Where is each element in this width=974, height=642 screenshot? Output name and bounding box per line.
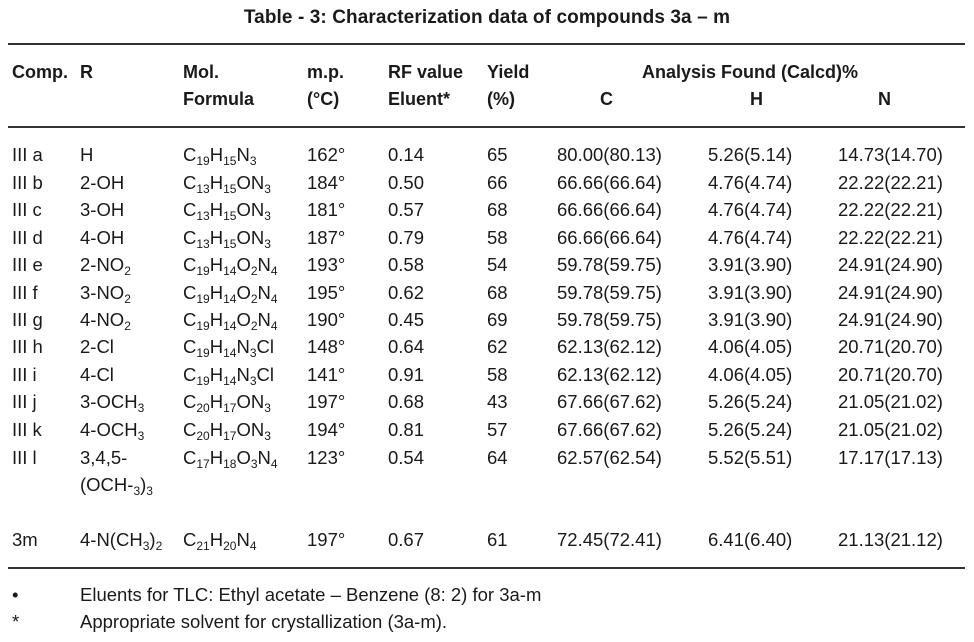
chem-subscript: 15 — [223, 209, 237, 223]
cell-n: 20.71(20.70) — [838, 336, 943, 357]
chem-part: N — [257, 309, 271, 330]
cell-comp: III b — [12, 172, 43, 193]
chem-part: C — [183, 144, 197, 165]
chem-subscript: 4 — [270, 292, 278, 306]
chem-part: Cl — [256, 364, 275, 385]
chem-part: H — [209, 336, 224, 357]
cell-c: 80.00(80.13) — [557, 144, 662, 165]
chem-subscript: 3 — [264, 182, 271, 196]
chem-part: C — [183, 391, 197, 412]
cell-c: 59.78(59.75) — [557, 282, 662, 303]
cell-yield: 57 — [487, 419, 508, 440]
cell-comp: III d — [12, 227, 43, 248]
chem-part: ) — [140, 474, 147, 495]
cell-mp: 187° — [307, 227, 346, 248]
chem-part: H — [209, 172, 224, 193]
chem-subscript: 19 — [196, 154, 210, 168]
cell-rf: 0.62 — [388, 282, 425, 303]
chem-part: N — [236, 529, 250, 550]
cell-formula — [183, 417, 271, 443]
cell-yield: 68 — [487, 199, 508, 220]
chem-part: H — [209, 364, 224, 385]
cell-comp: 3m — [12, 529, 38, 550]
cell-yield: 58 — [487, 227, 508, 248]
cell-yield: 66 — [487, 172, 508, 193]
cell-c: 67.66(67.62) — [557, 391, 662, 412]
header-n: N — [878, 89, 891, 109]
chem-part: C — [183, 419, 197, 440]
cell-n: 21.05(21.02) — [838, 419, 943, 440]
chem-part: C — [183, 254, 197, 275]
cell-h: 3.91(3.90) — [708, 282, 793, 303]
cell-n: 24.91(24.90) — [838, 254, 943, 275]
header-mol-2: Formula — [183, 89, 255, 109]
chem-part: 3-OCH — [80, 391, 138, 412]
chem-subscript: 3 — [249, 346, 257, 360]
cell-n: 20.71(20.70) — [838, 364, 943, 385]
chem-part: H — [209, 199, 224, 220]
cell-n: 22.22(22.21) — [838, 227, 943, 248]
chem-subscript: 2 — [250, 319, 258, 333]
chem-part: ON — [236, 391, 265, 412]
cell-r — [80, 334, 114, 360]
chem-subscript: 15 — [223, 182, 237, 196]
chem-subscript: 3 — [146, 484, 153, 498]
chem-part: O — [236, 447, 251, 468]
cell-n: 14.73(14.70) — [838, 144, 943, 165]
cell-formula — [183, 527, 257, 553]
chem-part: 3,4,5- — [80, 447, 128, 468]
cell-mp: 193° — [307, 254, 346, 275]
cell-mp: 181° — [307, 199, 346, 220]
cell-mp: 162° — [307, 144, 346, 165]
chem-part: ON — [236, 199, 265, 220]
cell-h: 3.91(3.90) — [708, 309, 793, 330]
chem-part: H — [209, 447, 224, 468]
cell-rf: 0.64 — [388, 336, 425, 357]
cell-yield: 58 — [487, 364, 508, 385]
chem-part: C — [183, 282, 197, 303]
chem-subscript: 17 — [223, 429, 237, 443]
chem-subscript: 4 — [270, 457, 278, 471]
chem-part: C — [183, 336, 197, 357]
chem-subscript: 14 — [223, 346, 237, 360]
cell-comp: III a — [12, 144, 43, 165]
cell-yield: 61 — [487, 529, 508, 550]
chem-subscript: 3 — [250, 457, 258, 471]
cell-rf: 0.58 — [388, 254, 425, 275]
chem-part: N — [236, 144, 250, 165]
cell-rf: 0.14 — [388, 144, 425, 165]
cell-comp: III l — [12, 447, 37, 468]
cell-comp: III j — [12, 391, 37, 412]
chem-part: 2-Cl — [80, 336, 114, 357]
chem-subscript: 19 — [196, 264, 210, 278]
cell-r — [80, 225, 124, 251]
chem-part: 3-OH — [80, 199, 125, 220]
chem-subscript: 21 — [196, 539, 210, 553]
cell-formula — [183, 280, 278, 306]
chem-subscript: 2 — [124, 319, 131, 333]
chem-part: H — [209, 309, 224, 330]
cell-c: 62.13(62.12) — [557, 364, 662, 385]
chem-subscript: 14 — [223, 319, 237, 333]
chem-part: (OCH- — [80, 474, 134, 495]
chem-subscript: 3 — [249, 374, 257, 388]
cell-formula — [183, 334, 274, 360]
cell-formula — [183, 225, 271, 251]
chem-part: 4-NO — [80, 309, 125, 330]
cell-yield: 43 — [487, 391, 508, 412]
cell-r — [80, 307, 131, 333]
chem-part: C — [183, 309, 197, 330]
chem-subscript: 20 — [223, 539, 237, 553]
chem-part: O — [236, 254, 251, 275]
cell-n: 24.91(24.90) — [838, 309, 943, 330]
cell-comp: III h — [12, 336, 43, 357]
chem-subscript: 4 — [249, 539, 257, 553]
chem-subscript: 2 — [250, 264, 258, 278]
chem-subscript: 4 — [270, 264, 278, 278]
chem-part: H — [209, 529, 224, 550]
cell-h: 4.76(4.74) — [708, 199, 793, 220]
cell-r — [80, 527, 162, 553]
cell-rf: 0.91 — [388, 364, 425, 385]
chem-subscript: 19 — [196, 292, 210, 306]
cell-rf: 0.45 — [388, 309, 425, 330]
cell-comp: III k — [12, 419, 42, 440]
cell-rf: 0.54 — [388, 447, 425, 468]
cell-comp: III f — [12, 282, 38, 303]
cell-c: 72.45(72.41) — [557, 529, 662, 550]
chem-subscript: 14 — [223, 374, 237, 388]
table-top-rule — [8, 43, 965, 45]
cell-r — [80, 445, 127, 471]
chem-part: N — [257, 282, 271, 303]
cell-h: 6.41(6.40) — [708, 529, 793, 550]
chem-subscript: 3 — [249, 154, 257, 168]
cell-formula — [183, 445, 278, 471]
footnote-1-text: Eluents for TLC: Ethyl acetate – Benzene (8: 2) for 3a-m — [80, 584, 542, 605]
cell-rf: 0.81 — [388, 419, 425, 440]
chem-subscript: 19 — [196, 319, 210, 333]
chem-subscript: 3 — [133, 484, 141, 498]
chem-part: O — [236, 282, 251, 303]
chem-subscript: 15 — [223, 237, 237, 251]
cell-rf: 0.68 — [388, 391, 425, 412]
chem-part: Cl — [256, 336, 275, 357]
chem-subscript: 15 — [223, 154, 237, 168]
cell-c: 59.78(59.75) — [557, 309, 662, 330]
cell-c: 66.66(66.64) — [557, 227, 662, 248]
cell-r — [80, 197, 124, 223]
chem-part: N — [257, 447, 271, 468]
cell-h: 5.26(5.24) — [708, 419, 793, 440]
chem-subscript: 2 — [155, 539, 163, 553]
cell-mp: 148° — [307, 336, 346, 357]
cell-r — [80, 280, 131, 306]
chem-subscript: 20 — [196, 401, 210, 415]
cell-formula — [183, 389, 271, 415]
chem-part: C — [183, 227, 197, 248]
page-title: Table - 3: Characterization data of compounds 3a – m — [243, 7, 731, 28]
cell-n: 21.13(21.12) — [838, 529, 943, 550]
cell-mp: 195° — [307, 282, 346, 303]
chem-part: H — [209, 254, 224, 275]
cell-formula — [183, 142, 257, 168]
chem-subscript: 13 — [196, 209, 210, 223]
chem-part: H — [209, 227, 224, 248]
cell-h: 4.76(4.74) — [708, 172, 793, 193]
cell-mp: 184° — [307, 172, 346, 193]
cell-mp: 197° — [307, 529, 346, 550]
cell-mp: 141° — [307, 364, 346, 385]
chem-part: 2-NO — [80, 254, 125, 275]
chem-part: 4-OH — [80, 227, 125, 248]
cell-r — [80, 362, 114, 388]
chem-subscript: 3 — [142, 539, 150, 553]
cell-r — [80, 142, 93, 168]
cell-h: 5.26(5.14) — [708, 144, 793, 165]
cell-c: 67.66(67.62) — [557, 419, 662, 440]
chem-part: ON — [236, 172, 265, 193]
header-analysis: Analysis Found (Calcd)% — [642, 62, 859, 82]
cell-comp: III c — [12, 199, 42, 220]
chem-part: N — [236, 364, 250, 385]
cell-n: 21.05(21.02) — [838, 391, 943, 412]
cell-comp: III g — [12, 309, 43, 330]
header-h: H — [750, 89, 763, 109]
chem-part: C — [183, 172, 197, 193]
cell-yield: 62 — [487, 336, 508, 357]
header-c: C — [600, 89, 613, 109]
chem-part: H — [209, 144, 224, 165]
header-mp-2: (°C) — [307, 89, 340, 109]
header-r: R — [80, 62, 93, 82]
cell-yield: 69 — [487, 309, 508, 330]
cell-yield: 65 — [487, 144, 508, 165]
cell-rf: 0.79 — [388, 227, 425, 248]
cell-h: 3.91(3.90) — [708, 254, 793, 275]
cell-rf: 0.57 — [388, 199, 425, 220]
header-rf-1: RF value — [388, 62, 464, 82]
chem-part: 4-OCH — [80, 419, 138, 440]
cell-yield: 68 — [487, 282, 508, 303]
chem-subscript: 13 — [196, 237, 210, 251]
cell-n: 24.91(24.90) — [838, 282, 943, 303]
cell-comp: III e — [12, 254, 43, 275]
table-header-rule — [8, 126, 965, 128]
chem-part: 4-Cl — [80, 364, 114, 385]
chem-part: C — [183, 447, 197, 468]
cell-yield: 64 — [487, 447, 508, 468]
cell-n: 22.22(22.21) — [838, 199, 943, 220]
chem-part: O — [236, 309, 251, 330]
cell-formula — [183, 197, 271, 223]
cell-mp: 123° — [307, 447, 346, 468]
cell-n: 17.17(17.13) — [838, 447, 943, 468]
chem-subscript: 19 — [196, 374, 210, 388]
chem-part: H — [80, 144, 94, 165]
chem-subscript: 3 — [137, 401, 145, 415]
cell-mp: 197° — [307, 391, 346, 412]
chem-subscript: 17 — [223, 401, 237, 415]
chem-part: C — [183, 199, 197, 220]
cell-c: 59.78(59.75) — [557, 254, 662, 275]
cell-yield: 54 — [487, 254, 508, 275]
header-mp-1: m.p. — [307, 62, 345, 82]
chem-part: N — [257, 254, 271, 275]
chem-part: N — [236, 336, 250, 357]
cell-h: 4.06(4.05) — [708, 336, 793, 357]
chem-subscript: 18 — [223, 457, 237, 471]
cell-formula — [183, 307, 278, 333]
chem-subscript: 20 — [196, 429, 210, 443]
chem-part: ) — [149, 529, 156, 550]
cell-rf: 0.67 — [388, 529, 425, 550]
cell-c: 66.66(66.64) — [557, 172, 662, 193]
cell-c: 62.13(62.12) — [557, 336, 662, 357]
footnote-1-mark: • — [12, 584, 19, 605]
chem-subscript: 3 — [137, 429, 145, 443]
cell-r — [80, 252, 131, 278]
cell-c: 62.57(62.54) — [557, 447, 662, 468]
header-comp: Comp. — [12, 62, 68, 82]
cell-h: 5.26(5.24) — [708, 391, 793, 412]
cell-formula — [183, 362, 274, 388]
chem-part: C — [183, 529, 197, 550]
header-mol-1: Mol. — [183, 62, 219, 82]
chem-part: ON — [236, 227, 265, 248]
cell-r-continued — [80, 472, 153, 498]
chem-subscript: 2 — [124, 264, 131, 278]
chem-part: H — [209, 282, 224, 303]
chem-part: ON — [236, 419, 265, 440]
chem-subscript: 14 — [223, 264, 237, 278]
table-bottom-rule — [8, 567, 965, 569]
chem-part: 3-NO — [80, 282, 125, 303]
chem-part: H — [209, 391, 224, 412]
chem-subscript: 3 — [264, 209, 271, 223]
header-yield-2: (%) — [487, 89, 515, 109]
chem-part: C — [183, 364, 197, 385]
header-yield-1: Yield — [487, 62, 530, 82]
cell-r — [80, 417, 144, 443]
chem-part: H — [209, 419, 224, 440]
chem-subscript: 3 — [264, 401, 271, 415]
chem-subscript: 14 — [223, 292, 237, 306]
cell-c: 66.66(66.64) — [557, 199, 662, 220]
chem-subscript: 2 — [124, 292, 131, 306]
footnote-2-text: Appropriate solvent for crystallization (3a-m). — [80, 611, 448, 632]
footnote-2-mark: * — [12, 611, 20, 632]
cell-formula — [183, 170, 271, 196]
cell-r — [80, 389, 144, 415]
cell-mp: 190° — [307, 309, 346, 330]
chem-subscript: 4 — [270, 319, 278, 333]
chem-subscript: 19 — [196, 346, 210, 360]
cell-rf: 0.50 — [388, 172, 425, 193]
header-rf-2: Eluent* — [388, 89, 451, 109]
chem-subscript: 2 — [250, 292, 258, 306]
chem-subscript: 13 — [196, 182, 210, 196]
cell-h: 5.52(5.51) — [708, 447, 793, 468]
chem-subscript: 3 — [264, 429, 271, 443]
cell-formula — [183, 252, 278, 278]
cell-n: 22.22(22.21) — [838, 172, 943, 193]
chem-subscript: 17 — [196, 457, 210, 471]
cell-comp: III i — [12, 364, 37, 385]
cell-r — [80, 170, 124, 196]
cell-h: 4.06(4.05) — [708, 364, 793, 385]
chem-subscript: 3 — [264, 237, 271, 251]
cell-mp: 194° — [307, 419, 346, 440]
chem-part: 2-OH — [80, 172, 125, 193]
chem-part: 4-N(CH — [80, 529, 143, 550]
cell-h: 4.76(4.74) — [708, 227, 793, 248]
